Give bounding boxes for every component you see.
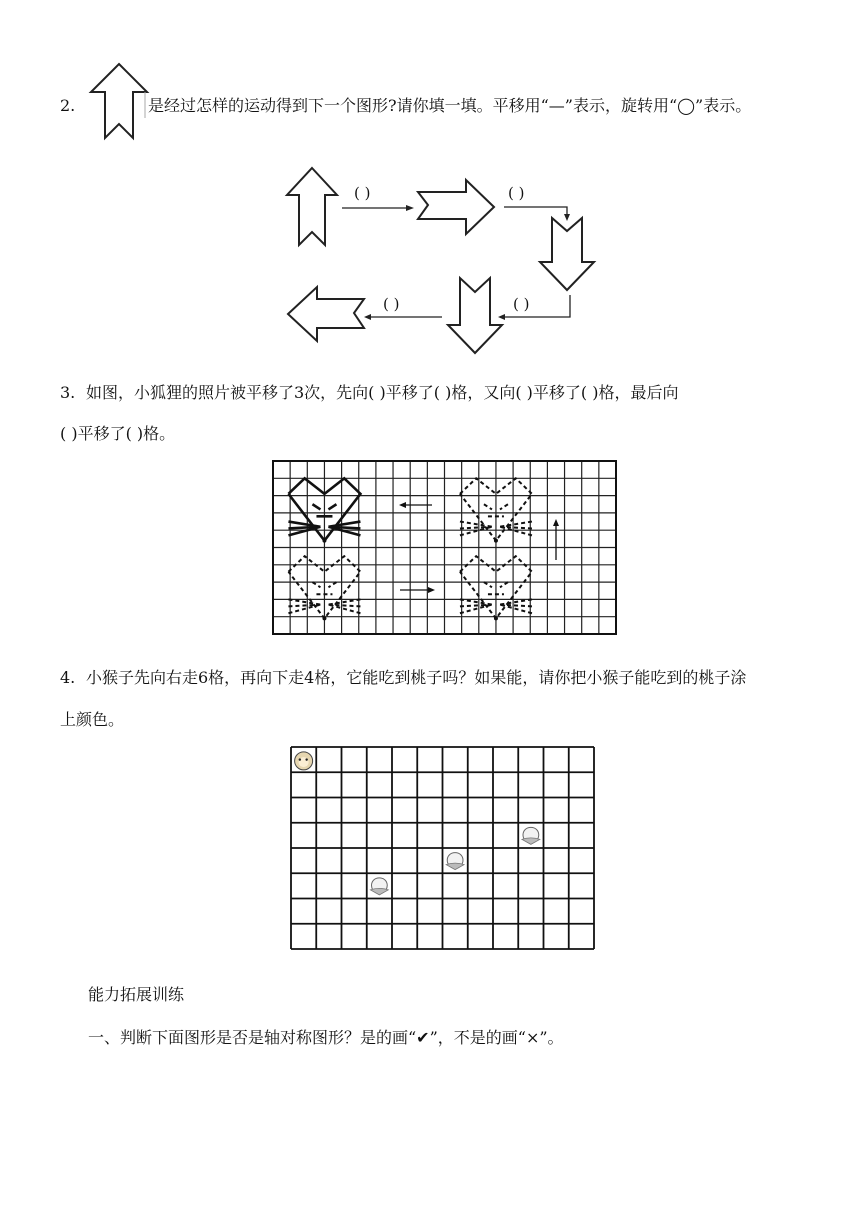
- peach-icon-1: [522, 827, 540, 844]
- shape-right-arrow: [418, 180, 494, 234]
- q4-line2: 上颜色。: [60, 710, 125, 729]
- arrow-right-head: [428, 587, 435, 593]
- blank-1[interactable]: ( ): [354, 184, 371, 202]
- arrow-up-head: [553, 519, 559, 526]
- shape-down-arrow-2: [448, 278, 502, 353]
- q4-line1: 小猴子先向右走6格，再向下走4格，它能吃到桃子吗？如果能，请你把小猴子能吃到的桃子涂: [86, 668, 747, 687]
- q2-transform-diagram: [270, 165, 610, 355]
- q4-number: 4.: [60, 668, 76, 687]
- q2-text: 是经过怎样的运动得到下一个图形?请你填一填。平移用“—”表示，旋转用“◯”表示。: [148, 96, 752, 115]
- fox-translation-grid: [272, 460, 617, 635]
- monkey-icon: [295, 752, 313, 770]
- peach-icon-3: [370, 878, 388, 895]
- section-q1: 一、判断下面图形是否是轴对称图形？是的画“✔”，不是的画“×”。: [88, 1028, 564, 1047]
- blank-2[interactable]: ( ): [508, 184, 525, 202]
- up-arrow-icon: [85, 62, 155, 142]
- blank-3[interactable]: ( ): [513, 295, 530, 313]
- blank-4[interactable]: ( ): [383, 295, 400, 313]
- q3-line1: 如图，小狐狸的照片被平移了3次，先向( )平移了( )格，又向( )平移了( )格，最后向: [86, 383, 679, 402]
- peach-icon-2: [446, 853, 464, 870]
- monkey-peach-grid: [290, 746, 595, 951]
- shape-left-arrow: [288, 287, 364, 341]
- shape-down-arrow-1: [540, 218, 594, 290]
- arrow-left-head: [399, 502, 406, 508]
- q2-number: 2.: [60, 96, 76, 115]
- q3-number: 3.: [60, 383, 76, 402]
- section-title: 能力拓展训练: [88, 985, 185, 1004]
- q3-line2: ( )平移了( )格。: [60, 424, 176, 443]
- shape-up-arrow: [287, 168, 337, 245]
